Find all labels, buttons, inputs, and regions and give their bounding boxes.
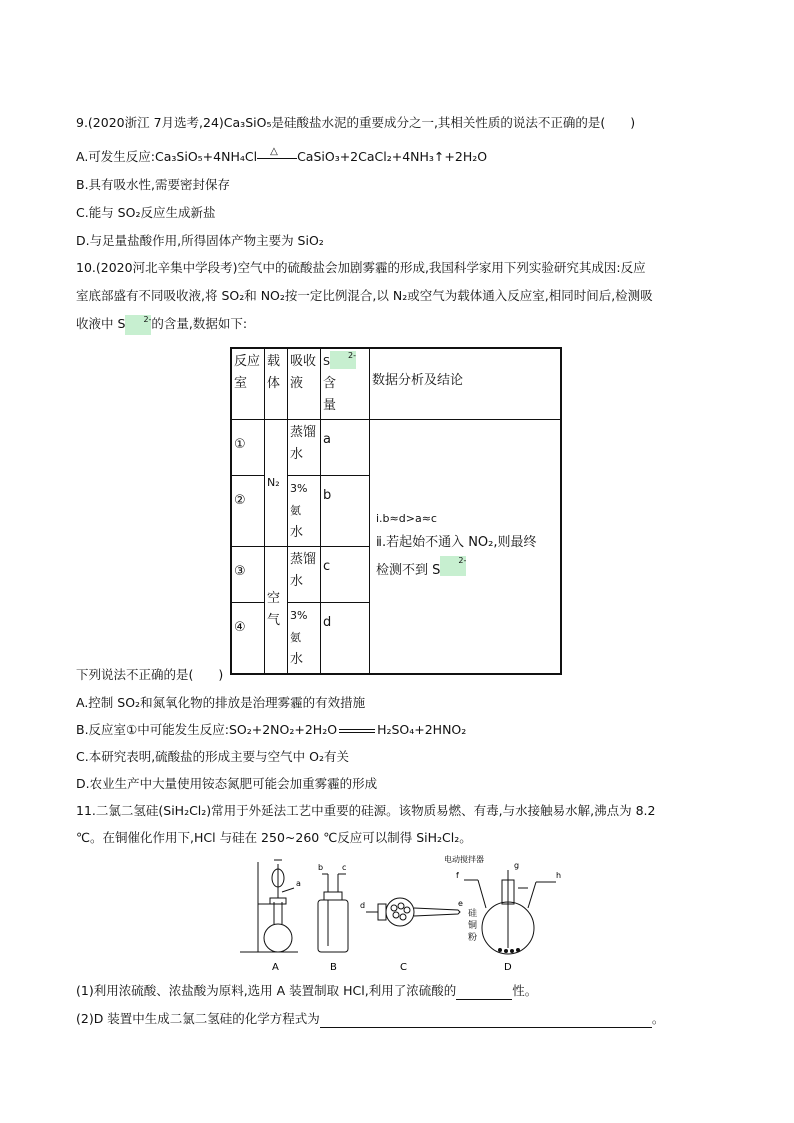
- answer-blank-2[interactable]: [320, 1013, 652, 1028]
- q9-option-a: [76, 145, 488, 166]
- carrier-air-cell: 空 气: [265, 547, 288, 675]
- liquid-cell: 蒸馏 水: [288, 420, 321, 476]
- powder-label-3: 粉: [468, 933, 478, 943]
- q9-option-a-right: CaSiO₃+2CaCl₂+4NH₃↑+2H₂O: [297, 149, 488, 164]
- label-f-letter: f: [456, 871, 459, 880]
- q9-stem: 9.(2020浙江 7月选考,24)Ca₃SiO₅是硅酸盐水泥的重要成分之一,其相关性质的说法不正确的是( ): [76, 115, 636, 130]
- q10-option-b-left: B.反应室①中可能发生反应:SO₂+2NO₂+2H₂O: [76, 722, 338, 737]
- q10-stem-line3: [76, 315, 247, 335]
- room-cell: ④: [231, 603, 265, 675]
- sulfate-ion-charge: 2-: [440, 556, 466, 576]
- q9-option-b: B.具有吸水性,需要密封保存: [76, 177, 231, 192]
- liquid-cell: 3%氨 水: [288, 603, 321, 675]
- header-s-content: S 2-含 量: [321, 348, 370, 420]
- q9-option-a-left: A.可发生反应:Ca₃SiO₅+4NH₄Cl: [76, 149, 258, 164]
- apparatus-c: [366, 898, 460, 926]
- label-B: B: [330, 962, 337, 973]
- label-c-letter: c: [342, 863, 347, 872]
- sulfate-ion-charge: 2-: [125, 315, 151, 335]
- label-e-letter: e: [458, 899, 463, 908]
- label-a-letter: a: [296, 879, 301, 888]
- value-cell: b: [321, 476, 370, 547]
- label-D: D: [504, 962, 512, 973]
- liquid-cell: 3%氨 水: [288, 476, 321, 547]
- q10-option-a: A.控制 SO₂和氮氧化物的排放是治理雾霾的有效措施: [76, 695, 366, 710]
- apparatus-a: [240, 860, 298, 952]
- header-analysis: 数据分析及结论: [370, 348, 562, 420]
- apparatus-d: [464, 870, 556, 954]
- sulfate-ion-charge: 2-: [330, 351, 356, 369]
- q10-stem-line1: 10.(2020河北辛集中学段考)空气中的硫酸盐会加剧雾霾的形成,我国科学家用下列实验研究其成因:反应: [76, 260, 646, 275]
- header-carrier: 载 体: [265, 348, 288, 420]
- room-cell: ③: [231, 547, 265, 603]
- room-cell: ②: [231, 476, 265, 547]
- q11-stem-line2: ℃。在铜催化作用下,HCl 与硅在 250~260 ℃反应可以制得 SiH₂Cl₂。: [76, 830, 472, 845]
- q10-stem-line3-post: 的含量,数据如下:: [151, 316, 248, 331]
- q11-part1-suffix: 性。: [512, 983, 538, 998]
- q11-part2-text: (2)D 装置中生成二氯二氢硅的化学方程式为: [76, 1011, 320, 1026]
- powder-label-2: 铜: [468, 921, 478, 931]
- value-cell: c: [321, 547, 370, 603]
- q11-part1-text: (1)利用浓硫酸、浓盐酸为原料,选用 A 装置制取 HCl,利用了浓硫酸的: [76, 983, 457, 998]
- q9-option-d: D.与足量盐酸作用,所得固体产物主要为 SiO₂: [76, 233, 324, 248]
- label-b-letter: b: [318, 863, 324, 872]
- carrier-n2-cell: N₂: [265, 420, 288, 547]
- q11-part2-suffix: 。: [651, 1011, 665, 1026]
- value-cell: d: [321, 603, 370, 675]
- q10-stem-line2: 室底部盛有不同吸收液,将 SO₂和 NO₂按一定比例混合,以 N₂或空气为载体通入反应室,相同时间后,检测吸: [76, 288, 653, 303]
- label-C: C: [400, 962, 407, 973]
- label-A: A: [272, 962, 279, 973]
- label-d-letter: d: [360, 901, 366, 910]
- q10-question: 下列说法不正确的是( ): [76, 667, 224, 682]
- apparatus-b: [318, 874, 348, 952]
- heating-condition-arrow: △: [257, 152, 297, 164]
- q9-option-c: C.能与 SO₂反应生成新盐: [76, 205, 216, 220]
- q10-option-b-right: H₂SO₄+2HNO₂: [377, 722, 467, 737]
- apparatus-diagram: [238, 852, 568, 977]
- q11-part2: [76, 1010, 664, 1028]
- experiment-data-table: [230, 347, 562, 675]
- q10-stem-line3-pre: 收液中 S: [76, 316, 126, 331]
- liquid-cell: 蒸馏 水: [288, 547, 321, 603]
- q11-part1: [76, 982, 537, 1000]
- header-room: 反应 室: [231, 348, 265, 420]
- label-g-letter: g: [514, 861, 520, 870]
- powder-label-1: 硅: [468, 909, 478, 919]
- equals-sign: [339, 729, 375, 733]
- q10-option-b: [76, 721, 466, 739]
- label-h-letter: h: [556, 871, 562, 880]
- value-cell: a: [321, 420, 370, 476]
- stirrer-label: 电动搅拌器: [444, 855, 484, 864]
- q11-stem-line1: 11.二氯二氢硅(SiH₂Cl₂)常用于外延法工艺中重要的硅源。该物质易燃、有毒,与水接触易水解,沸点为 8.2: [76, 803, 656, 818]
- q10-option-c: C.本研究表明,硫酸盐的形成主要与空气中 O₂有关: [76, 749, 349, 764]
- answer-blank-1[interactable]: [456, 985, 512, 1000]
- q10-option-d: D.农业生产中大量使用铵态氮肥可能会加重雾霾的形成: [76, 776, 378, 791]
- analysis-cell: ⅰ.b≈d>a≈c ⅱ.若起始不通入 NO₂,则最终 检测不到 S2-: [370, 420, 562, 675]
- room-cell: ①: [231, 420, 265, 476]
- header-liquid: 吸收 液: [288, 348, 321, 420]
